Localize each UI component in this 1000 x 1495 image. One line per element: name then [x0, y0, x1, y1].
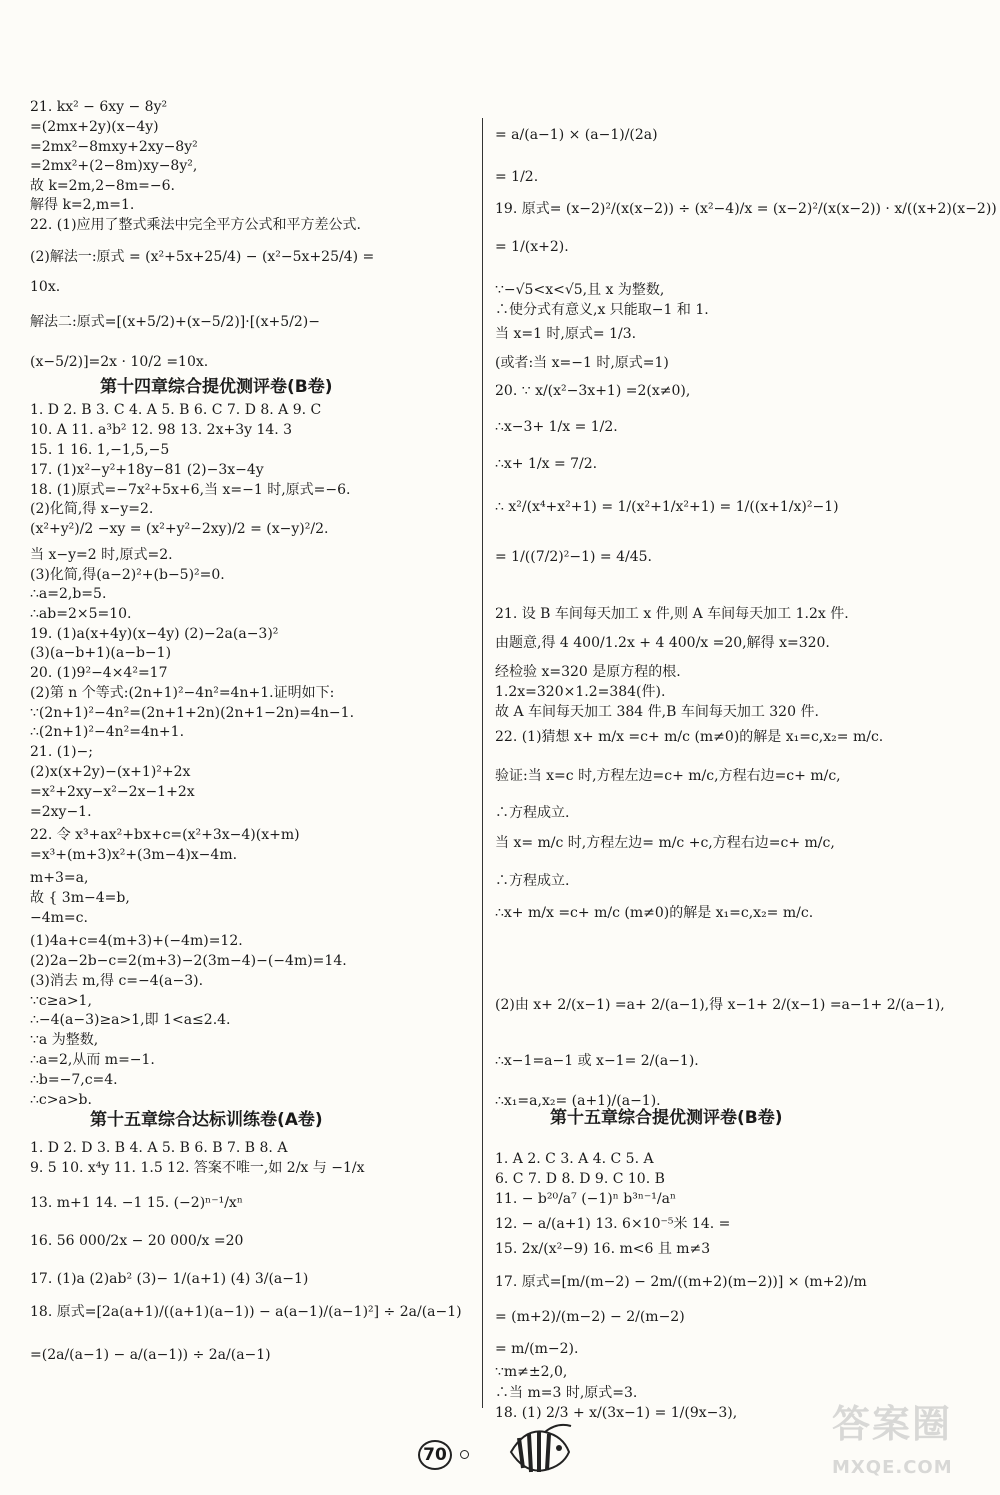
left-text-line: (3)化简,得(a−2)²+(b−5)²=0.: [30, 567, 225, 583]
left-text-line: (3)(a−b+1)(a−b−1): [30, 645, 172, 661]
left-text-line: ∵(2n+1)²−4n²=(2n+1+2n)(2n+1−2n)=4n−1.: [30, 705, 355, 721]
left-text-line: 故 k=2m,2−8m=−6.: [30, 178, 175, 194]
left-text-line: 故 { 3m−4=b,: [30, 890, 130, 906]
left-section-heading: 第十四章综合提优测评卷(B卷): [100, 377, 333, 397]
right-text-line: 18. (1) 2/3 + x/(3x−1) = 1/(9x−3),: [495, 1405, 738, 1421]
right-text-line: 17. 原式=[m/(m−2) − 2m/((m+2)(m−2))] × (m+2)/m: [495, 1274, 867, 1290]
left-text-line: =2mx²−8mxy+2xy−8y²: [30, 139, 198, 155]
right-text-line: = (m+2)/(m−2) − 2/(m−2): [495, 1309, 685, 1325]
right-text-line: = 1/((7/2)²−1) = 4/45.: [495, 549, 652, 565]
left-text-line: =2mx²+(2−8m)xy−8y²,: [30, 158, 198, 174]
right-text-line: = 1/(x+2).: [495, 239, 569, 255]
left-text-line: 18. (1)原式=−7x²+5x+6,当 x=−1 时,原式=−6.: [30, 482, 351, 498]
left-text-line: 解得 k=2,m=1.: [30, 197, 135, 213]
left-text-line: 解法二:原式=[(x+5/2)+(x−5/2)]·[(x+5/2)−: [30, 314, 320, 330]
right-text-line: ∵m≠±2,0,: [495, 1364, 568, 1380]
right-text-line: ∴当 m=3 时,原式=3.: [495, 1385, 638, 1401]
right-text-line: ∴x+ 1/x = 7/2.: [495, 456, 598, 472]
right-text-line: 当 x= m/c 时,方程左边= m/c +c,方程右边=c+ m/c,: [495, 835, 835, 851]
watermark-url: MXQE.COM: [832, 1457, 953, 1478]
right-text-line: 20. ∵ x/(x²−3x+1) =2(x≠0),: [495, 383, 691, 399]
left-text-line: ∴ab=2×5=10.: [30, 606, 132, 622]
right-text-line: 21. 设 B 车间每天加工 x 件,则 A 车间每天加工 1.2x 件.: [495, 606, 849, 622]
left-text-line: ∴a=2,从而 m=−1.: [30, 1052, 155, 1068]
right-text-line: ∴x+ m/x =c+ m/c (m≠0)的解是 x₁=c,x₂= m/c.: [495, 905, 814, 921]
left-text-line: 17. (1)x²−y²+18y−81 (2)−3x−4y: [30, 462, 264, 478]
left-text-line: =(2a/(a−1) − a/(a−1)) ÷ 2a/(a−1): [30, 1347, 271, 1363]
left-text-line: 18. 原式=[2a(a+1)/((a+1)(a−1)) − a(a−1)/(a−1)²] ÷ 2a/(a−1): [30, 1304, 462, 1320]
left-text-line: =x³+(m+3)x²+(3m−4)x−4m.: [30, 847, 238, 863]
left-text-line: 9. 5 10. x⁴y 11. 1.5 12. 答案不唯一,如 2/x 与 −1/x: [30, 1160, 365, 1176]
left-text-line: =x²+2xy−x²−2x−1+2x: [30, 784, 195, 800]
page-dot-icon: [460, 1450, 469, 1459]
right-text-line: 当 x=1 时,原式= 1/3.: [495, 326, 637, 342]
left-text-line: (x²+y²)/2 −xy = (x²+y²−2xy)/2 = (x−y)²/2.: [30, 521, 329, 537]
left-text-line: m+3=a,: [30, 870, 89, 886]
right-text-line: 22. (1)猜想 x+ m/x =c+ m/c (m≠0)的解是 x₁=c,x₂= m/c.: [495, 729, 884, 745]
right-text-line: 1.2x=320×1.2=384(件).: [495, 684, 666, 700]
left-text-line: 21. kx² − 6xy − 8y²: [30, 99, 168, 115]
left-text-line: ∵c≥a>1,: [30, 993, 92, 1009]
right-text-line: 经检验 x=320 是原方程的根.: [495, 664, 681, 680]
right-text-line: = a/(a−1) × (a−1)/(2a): [495, 127, 658, 143]
left-text-line: (1)4a+c=4(m+3)+(−4m)=12.: [30, 933, 243, 949]
left-text-line: 19. (1)a(x+4y)(x−4y) (2)−2a(a−3)²: [30, 626, 279, 642]
watermark-text: 答案圈: [832, 1402, 953, 1446]
right-text-line: = 1/2.: [495, 169, 539, 185]
left-text-line: ∴a=2,b=5.: [30, 586, 107, 602]
left-text-line: 22. 令 x³+ax²+bx+c=(x²+3x−4)(x+m): [30, 827, 300, 843]
left-text-line: =(2mx+2y)(x−4y): [30, 119, 159, 135]
right-text-line: ∴x−1=a−1 或 x−1= 2/(a−1).: [495, 1053, 699, 1069]
watermark: [832, 1402, 992, 1495]
page-number: 70: [418, 1440, 452, 1470]
right-text-line: ∵−√5<x<√5,且 x 为整数,: [495, 282, 665, 298]
left-text-line: (x−5/2)]=2x · 10/2 =10x.: [30, 354, 209, 370]
right-text-line: ∴使分式有意义,x 只能取−1 和 1.: [495, 302, 709, 318]
right-text-line: (2)由 x+ 2/(x−1) =a+ 2/(a−1),得 x−1+ 2/(x−1) =a−1+ 2/(a−1),: [495, 997, 945, 1013]
right-text-line: 验证:当 x=c 时,方程左边=c+ m/c,方程右边=c+ m/c,: [495, 768, 841, 784]
left-text-line: 20. (1)9²−4×4²=17: [30, 665, 168, 681]
left-section-heading: 第十五章综合达标训练卷(A卷): [90, 1110, 323, 1130]
left-text-line: ∵a 为整数,: [30, 1032, 99, 1048]
left-text-line: ∴c>a>b.: [30, 1092, 92, 1108]
right-text-line: 19. 原式= (x−2)²/(x(x−2)) ÷ (x²−4)/x = (x−2)²/(x(x−2)) · x/((x+2)(x−2)): [495, 201, 997, 217]
left-text-line: −4m=c.: [30, 910, 88, 926]
left-text-line: ∴(2n+1)²−4n²=4n+1.: [30, 724, 185, 740]
right-text-line: ∴x−3+ 1/x = 1/2.: [495, 419, 618, 435]
left-text-line: (2)化简,得 x−y=2.: [30, 501, 154, 517]
right-text-line: 15. 2x/(x²−9) 16. m<6 且 m≠3: [495, 1241, 711, 1257]
right-text-line: 6. C 7. D 8. D 9. C 10. B: [495, 1171, 665, 1187]
left-text-line: (2)解法一:原式 = (x²+5x+25/4) − (x²−5x+25/4) =: [30, 249, 375, 265]
left-text-line: 17. (1)a (2)ab² (3)− 1/(a+1) (4) 3/(a−1): [30, 1271, 309, 1287]
column-divider: [482, 118, 483, 1408]
right-text-line: 由题意,得 4 400/1.2x + 4 400/x =20,解得 x=320.: [495, 635, 830, 651]
left-text-line: 16. 56 000/2x − 20 000/x =20: [30, 1233, 244, 1249]
right-text-line: ∴方程成立.: [495, 805, 570, 821]
right-text-line: ∴ x²/(x⁴+x²+1) = 1/(x²+1/x²+1) = 1/((x+1/x)²−1): [495, 499, 839, 515]
right-text-line: 11. − b²⁰/a⁷ (−1)ⁿ b³ⁿ⁻¹/aⁿ: [495, 1191, 677, 1207]
right-text-line: = m/(m−2).: [495, 1341, 579, 1357]
right-text-line: 1. A 2. C 3. A 4. C 5. A: [495, 1151, 654, 1167]
left-text-line: 1. D 2. B 3. C 4. A 5. B 6. C 7. D 8. A 9. C: [30, 402, 322, 418]
left-text-line: 15. 1 16. 1,−1,5,−5: [30, 442, 170, 458]
left-text-line: (2)2a−2b−c=2(m+3)−2(3m−4)−(−4m)=14.: [30, 953, 347, 969]
fish-logo-icon: [505, 1422, 575, 1480]
left-text-line: 21. (1)−;: [30, 744, 93, 760]
left-text-line: (2)第 n 个等式:(2n+1)²−4n²=4n+1.证明如下:: [30, 685, 335, 701]
left-text-line: 1. D 2. D 3. B 4. A 5. B 6. B 7. B 8. A: [30, 1140, 288, 1156]
left-text-line: (3)消去 m,得 c=−4(a−3).: [30, 973, 204, 989]
left-text-line: ∴b=−7,c=4.: [30, 1072, 118, 1088]
right-text-line: 12. − a/(a+1) 13. 6×10⁻⁵米 14. =: [495, 1216, 731, 1232]
right-section-heading: 第十五章综合提优测评卷(B卷): [550, 1108, 783, 1128]
right-text-line: ∴方程成立.: [495, 873, 570, 889]
left-text-line: ∴−4(a−3)≥a>1,即 1<a≤2.4.: [30, 1012, 231, 1028]
right-text-line: ∴x₁=a,x₂= (a+1)/(a−1).: [495, 1093, 661, 1109]
right-text-line: 故 A 车间每天加工 384 件,B 车间每天加工 320 件.: [495, 704, 819, 720]
left-text-line: 13. m+1 14. −1 15. (−2)ⁿ⁻¹/xⁿ: [30, 1195, 243, 1211]
left-text-line: 22. (1)应用了整式乘法中完全平方公式和平方差公式.: [30, 217, 361, 233]
left-text-line: 当 x−y=2 时,原式=2.: [30, 547, 173, 563]
right-text-line: (或者:当 x=−1 时,原式=1): [495, 355, 669, 371]
left-text-line: 10. A 11. a³b² 12. 98 13. 2x+3y 14. 3: [30, 422, 293, 438]
left-text-line: =2xy−1.: [30, 804, 92, 820]
left-text-line: 10x.: [30, 279, 61, 295]
left-text-line: (2)x(x+2y)−(x+1)²+2x: [30, 764, 191, 780]
